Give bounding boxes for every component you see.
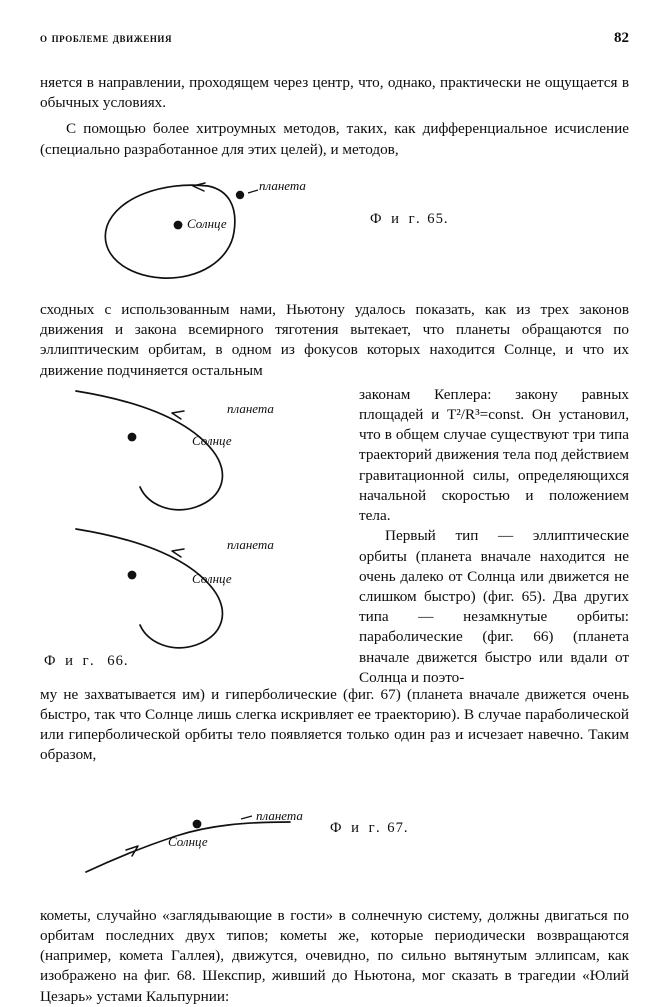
- paragraph-2: С помощью более хитроумных методов, таких, как дифференциальное исчисление (специально разработанное для этих целей), и методов,: [40, 120, 629, 158]
- figure-67-drawing: [58, 794, 388, 884]
- page-content: [40, 30, 629, 1007]
- figure-66-caption-prefix: Ф и г.: [44, 652, 97, 669]
- figure-67-block: [40, 788, 629, 898]
- figure-66-caption-number: 66.: [107, 652, 129, 669]
- figure-65-planet-label: планета: [259, 177, 306, 193]
- figure-65-caption-number: 65.: [427, 210, 449, 227]
- figure-66-wrap-area: [40, 385, 629, 685]
- figure-65-sun-label: Солнце: [187, 215, 227, 231]
- figure-65-drawing: [62, 168, 392, 288]
- figure-65-block: [40, 168, 629, 296]
- figure-66-caption: [44, 653, 129, 670]
- figure-65-caption-prefix: Ф и г.: [370, 210, 423, 227]
- paragraph-5: кометы, случайно «заглядывающие в гости» в солнечную систему, должны двигаться по орбитам последних двух типов; кометы же, которые периодически возвращаются (например, комета Галлея), движутся, очевидно, по сильно вытянутым эллипсам, как изображено на фиг. 68. Шекспир, живший до Ньютона, мог сказать в трагедии «Юлий Цезарь» устами Кальпурнии:: [40, 906, 629, 1005]
- figure-67-caption-prefix: Ф и г.: [330, 819, 383, 836]
- figure-66-planet-label-top: планета: [227, 400, 274, 416]
- page-number: 82: [614, 30, 629, 46]
- right-column-text: [359, 385, 629, 688]
- paragraph-1: няется в направлении, проходящем через центр, что, однако, практически не ощущается в обычных условиях.: [40, 74, 629, 112]
- figure-67-caption-number: 67.: [387, 819, 409, 836]
- running-head: [40, 30, 629, 47]
- paragraph-3: сходных с использованным нами, Ньютону удалось показать, как из трех законов движения и закона всемирного тяготения вытекает, что планеты обращаются по эллиптическим орбитам, в одном из фокусов которых находится Солнце, и что их движение подчиняется остальным: [40, 300, 629, 379]
- figure-66-sun-label-top: Солнце: [192, 432, 232, 448]
- figure-67-sun-label: Солнце: [168, 833, 208, 849]
- right-column-paragraph-1: законам Кеплера: закону равных площадей и T²/R³=const. Он установил, что в общем случае существуют три типа траекторий движения тела под действием гравитационной силы, определяющихся начальной скоростью и положением тела.: [359, 385, 629, 525]
- running-head-title: о проблеме движения: [40, 30, 173, 45]
- right-column-paragraph-2: Первый тип — эллиптические орбиты (планета вначале находится не очень далеко от Солнца или движется не слишком быстро) (фиг. 65). Два других типа — незамкнутые орбиты: параболические (фиг. 66) (планета вначале движется быстро или вдали от Солнца и поэто-: [359, 527, 629, 686]
- figure-66-planet-label-bottom: планета: [227, 536, 274, 552]
- figure-66-sun-label-bottom: Солнце: [192, 570, 232, 586]
- paragraph-4: му не захватывается им) и гиперболические (фиг. 67) (планета вначале движется очень быстро, так что Солнце лишь слегка искривляет ее траекторию). В случае параболической или гиперболической орбиты тело появляется только один раз и исчезает навечно. Таким образом,: [40, 685, 629, 764]
- figure-67-planet-label: планета: [256, 807, 303, 823]
- figure-65-caption: [370, 211, 449, 228]
- figure-67-caption: [330, 820, 409, 837]
- figure-66-drawing: [68, 389, 368, 651]
